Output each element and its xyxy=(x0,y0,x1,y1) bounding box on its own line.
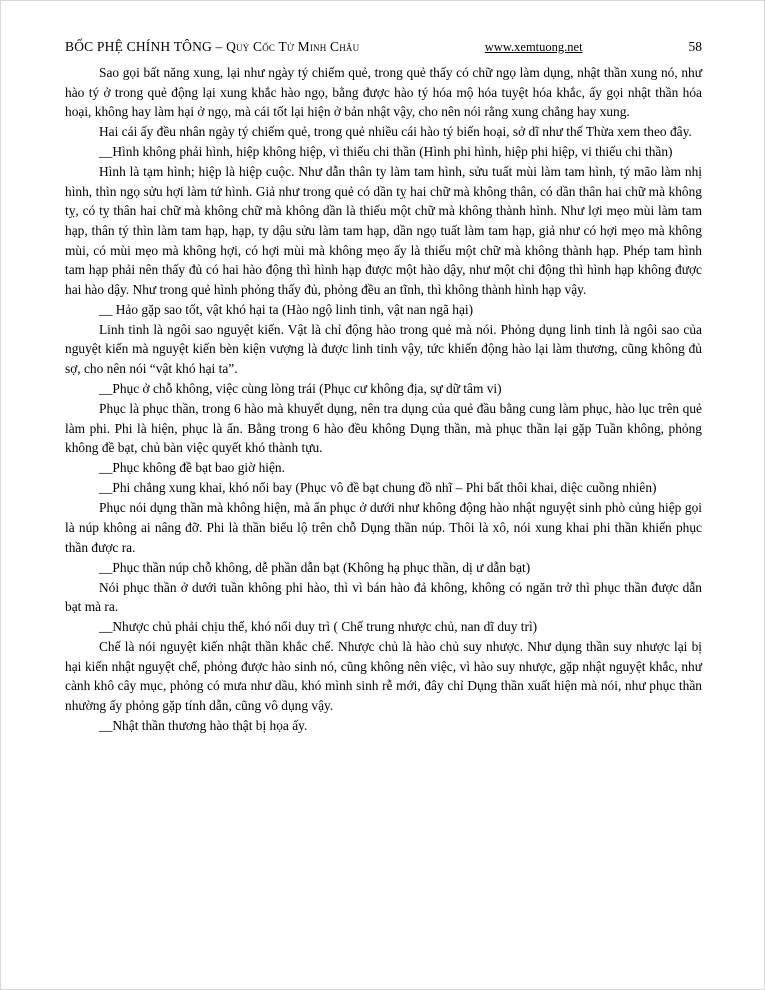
paragraph: Linh tinh là ngôi sao nguyệt kiến. Vật là chỉ động hào trong quẻ mà nói. Phỏng dụng linh tinh là ngôi sao của nguyệt kiến mà nguyệt kiến bèn kiện vượng là được linh tinh vậy, tức khiến động hào lại làm thương, cũng không đủ sợ, cho nên nói “vật khó hại ta”. xyxy=(65,321,702,376)
page-content xyxy=(65,39,702,736)
paragraph: Hình là tạm hình; hiệp là hiệp cuộc. Như dẫn thân ty làm tam hình, sửu tuất mùi làm tam hình, tý mão làm nhị hình, thìn ngọ sửu hợi làm tứ hình. Giả như trong quẻ có dần tỵ hai chữ mà không thân, có dần thân hai chữ mà không tỵ, có tỵ thân hai chữ mà không chữ mà không dần là thiếu một chữ mà không thành hình. Như lợi mẹo mùi làm tam hạp, thân tý thìn làm tam hạp, hạp, ty dậu sửu làm tam hạp, dần ngọ tuất làm tam hạp, giả như có hợi mẹo mà không mùi, có mùi mẹo mà không hợi, có hợi mùi mà không mẹo ấy là thiếu một chữ mà không thành hạp. Phép tam hình tam hạp phải nên thấy đủ có hai hào động thì hình hạp được một hào dậy, như một chi động thì hình hạp không được hai hào dậy. Như trong quẻ hình phỏng thấy đủ, phỏng đều an tĩnh, thì không thành hình hạp vậy. xyxy=(65,164,702,297)
paragraph: __Phi chẳng xung khai, khó nổi bay (Phục vô đề bạt chung đồ nhĩ – Phi bất thôi khai, diệc cuồng nhiên) xyxy=(99,480,657,496)
paragraph: Nói phục thần ở dưới tuần không phi hào, thì vì bán hào đả không, không có ngăn trở thì phục thần được dẫn bạt mà ra. xyxy=(65,579,702,615)
paragraph: __Nhược chủ phải chịu thế, khó nổi duy trì ( Chế trung nhược chủ, nan dĩ duy trì) xyxy=(99,619,538,635)
paragraph: __ Hảo gặp sao tốt, vật khó hại ta (Hào ngộ linh tinh, vật nan ngã hại) xyxy=(99,301,474,317)
paragraph: Chế là nói nguyệt kiến nhật thần khắc chế. Nhược chủ là hào chủ suy nhược. Như dụng thần suy nhược lại bị hại kiến nhật nguyệt chế, phỏng được hào sinh nó, cũng không nên việc, vì hào suy nhược, gặp nhật nguyệt khắc, như cành khô cây mục, phỏng có mưa như dầu, khó mình sinh rễ mới, đây chỉ Dụng thần xuất hiện mà nói, như phục thần nhường ấy phỏng gặp tính dẫn, cũng vô dụng vậy. xyxy=(65,639,702,713)
paragraph: __Phục ở chỗ không, việc cùng lòng trái (Phục cư không địa, sự dữ tâm vi) xyxy=(99,381,502,396)
paragraph: __Phục không đề bạt bao giờ hiện. xyxy=(99,460,285,476)
paragraph: Phục là phục thần, trong 6 hào mà khuyết dụng, nên tra dụng của quẻ đầu bằng cung làm phục, hào lục trên quẻ làm phi. Phi là hiện, phục là ẩn. Bằng trong 6 hào đều không Dụng thần, mà phục thần lại gặp Tuần không, phỏng không đề bạt, chủ bàn việc quyết khó thành tựu. xyxy=(65,401,702,456)
page-number: 58 xyxy=(688,39,702,54)
paragraph: __Phục thần núp chỗ không, dễ phần dẫn bạt (Không hạ phục thần, dị ư dẫn bạt) xyxy=(99,559,531,575)
page-header xyxy=(65,39,702,55)
body-text xyxy=(65,63,702,736)
website-link[interactable]: www.xemtuong.net xyxy=(484,40,583,54)
book-title: BỐC PHỆ CHÍNH TÔNG – Quỷ Cốc Tử Minh Châu xyxy=(65,39,360,54)
paragraph: __Hình không phải hình, hiệp không hiệp, vì thiếu chi thần (Hình phi hình, hiệp phi hiệp, vi thiếu chi thần) xyxy=(99,144,673,160)
header-middle xyxy=(359,39,674,55)
paragraph: __Nhật thần thương hào thật bị họa ấy. xyxy=(99,718,308,734)
paragraph: Phục nói dụng thần mà không hiện, mà ẩn phục ở dưới như không động hào nhật nguyệt sinh phò củng hiệp gọi là núp không ai nâng đỡ. Phi là thần biểu lộ trên chỗ Dụng thần núp. Thôi là xô, nói xung khai phi thần khiến phục thần được ra. xyxy=(65,500,702,555)
paragraph: Sao gọi bất năng xung, lại như ngày tý chiếm quẻ, trong quẻ thấy có chữ ngọ làm dụng, nhật thần xung nó, như hào tý ở trong quẻ động lại xung khắc hào ngọ, bằng được hào tý hóa mộ hóa tuyệt hóa khắc, ấy gọi nhật thần hóa hoại, không hay làm hại ở ngọ, mà cái tốt lại hiện ở bản nhật vậy, cho nên nói rằng xung chẳng hay xung. xyxy=(65,65,702,120)
paragraph: Hai cái ấy đều nhân ngày tý chiếm quẻ, trong quẻ nhiều cái hào tý biến hoại, sở dĩ như thế Thừa xem theo đây. xyxy=(99,124,692,140)
